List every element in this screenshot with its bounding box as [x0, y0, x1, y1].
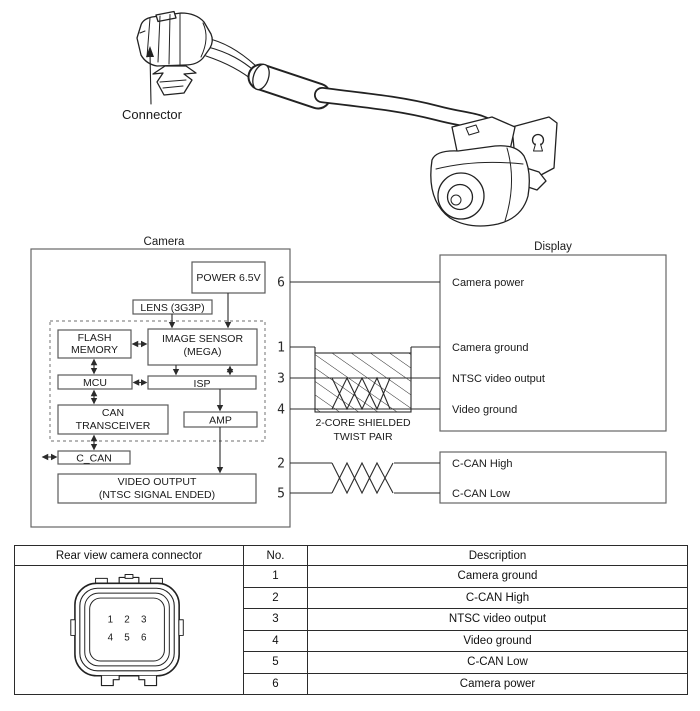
connector-clip — [153, 66, 196, 95]
twist-2-5-a — [332, 463, 393, 493]
display-diagram-title: Display — [534, 241, 572, 253]
connector-label: Connector — [122, 107, 182, 122]
pin-number-2: 2 — [277, 456, 285, 472]
connector-right-tab — [179, 619, 183, 635]
flash-label-1: FLASH — [77, 332, 112, 344]
isp-label: ISP — [193, 378, 211, 390]
twist-2-5-b — [332, 463, 393, 493]
row-description: NTSC video output — [308, 609, 688, 631]
lens-label: LENS (3G3P) — [140, 302, 205, 314]
connector-pin-4: 4 — [107, 631, 114, 643]
row-description: C-CAN High — [308, 587, 688, 609]
connector-pin-2: 2 — [124, 614, 130, 626]
pin-number-6: 6 — [277, 275, 285, 291]
connector-plug — [137, 12, 212, 67]
row-no: 3 — [244, 609, 308, 631]
table-header-no: No. — [244, 546, 308, 566]
cable-ferrule — [250, 62, 318, 96]
pin-description-table — [14, 545, 688, 695]
connector-face-cell — [15, 566, 244, 695]
amp-label: AMP — [209, 414, 232, 427]
pin-number-4: 4 — [277, 402, 285, 418]
connector-pin-3: 3 — [141, 614, 147, 626]
connector-face-drawing — [70, 573, 188, 690]
pin-number-1: 1 — [277, 340, 285, 356]
video-label-1: VIDEO OUTPUT — [117, 476, 197, 488]
wire-label-ntsc-video: NTSC video output — [452, 373, 545, 385]
connector-pin-1: 1 — [107, 614, 114, 626]
shield-box — [315, 353, 411, 412]
row-description: Camera power — [308, 673, 688, 695]
sensor-label-2: (MEGA) — [183, 346, 222, 358]
row-no: 4 — [244, 630, 308, 652]
c-can-label: C_CAN — [76, 452, 112, 465]
row-no: 5 — [244, 652, 308, 674]
camera-display-block-diagram — [0, 235, 700, 535]
row-description: Camera ground — [308, 566, 688, 588]
wire-label-camera-ground: Camera ground — [452, 342, 529, 354]
connector-bottom-prong-right — [139, 675, 157, 685]
power-label: POWER 6.5V — [196, 272, 261, 284]
camera-diagram-title: Camera — [143, 236, 185, 248]
row-description: C-CAN Low — [308, 652, 688, 674]
wire-1 — [290, 347, 440, 353]
shield-label-2: TWIST PAIR — [333, 431, 393, 443]
shield-label-1: 2-CORE SHIELDED — [315, 417, 411, 429]
camera-lens — [438, 173, 484, 219]
connector-outer-shell — [75, 583, 179, 675]
can-label-1: CAN — [101, 407, 125, 419]
table-header-description: Description — [308, 546, 688, 566]
video-label-2: (NTSC SIGNAL ENDED) — [98, 489, 216, 501]
connector-left-tab — [71, 619, 75, 635]
connector-pin-6: 6 — [141, 631, 147, 643]
row-no: 2 — [244, 587, 308, 609]
flash-label-2: MEMORY — [70, 344, 119, 356]
connector-pointer-arrow — [146, 46, 154, 104]
table-row — [15, 566, 688, 588]
row-no: 1 — [244, 566, 308, 588]
wire-label-ccan-high: C-CAN High — [452, 458, 513, 470]
wire-label-camera-power: Camera power — [452, 277, 525, 289]
sensor-label-1: IMAGE SENSOR — [161, 333, 244, 345]
pin-number-3: 3 — [277, 371, 285, 387]
row-description: Video ground — [308, 630, 688, 652]
bracket-keyhole — [533, 135, 544, 146]
wire-label-ccan-low: C-CAN Low — [452, 488, 511, 500]
row-no: 6 — [244, 673, 308, 695]
table-header-connector: Rear view camera connector — [15, 546, 244, 566]
mcu-label: MCU — [83, 377, 107, 389]
connector-bottom-prong-left — [101, 675, 119, 685]
connector-pin-5: 5 — [124, 631, 130, 643]
camera-assembly-illustration — [0, 0, 700, 235]
wire-label-video-ground: Video ground — [452, 404, 518, 416]
pin-number-5: 5 — [277, 486, 285, 502]
can-label-2: TRANSCEIVER — [75, 420, 151, 432]
